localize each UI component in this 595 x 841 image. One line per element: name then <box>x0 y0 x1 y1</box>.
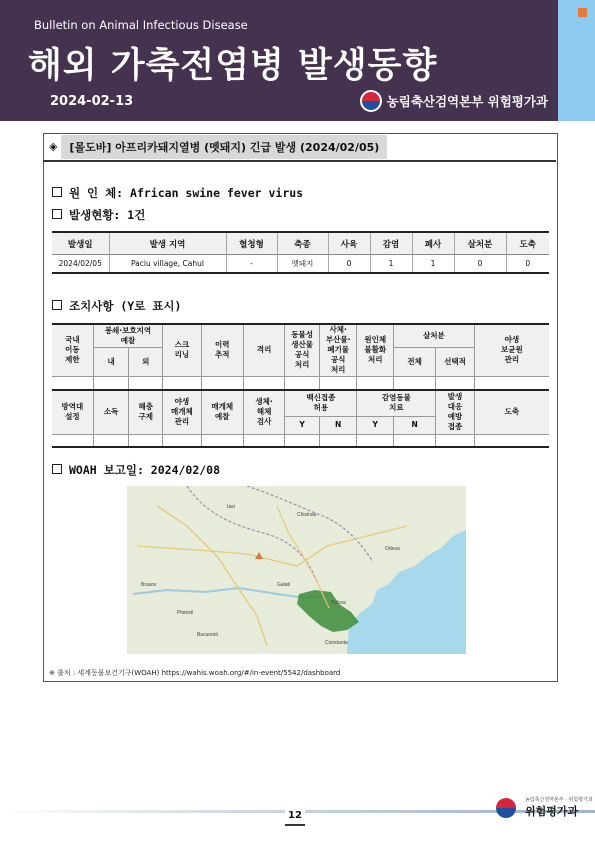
page-number: 12 <box>285 810 305 826</box>
outbreak-table <box>52 231 549 274</box>
header-cell: 축종 <box>277 232 328 255</box>
map-label: Brasov <box>141 582 157 588</box>
table-cell: 봉쇄·보호지역 예찰 <box>93 324 162 347</box>
table-cell: 스크 리닝 <box>163 324 201 376</box>
section-title: [몰도바] 아프리카돼지열병 (멧돼지) 긴급 발생 (2024/02/05) <box>61 135 387 159</box>
map-label: Galati <box>277 582 291 588</box>
header-cell: 발생일 <box>52 232 109 255</box>
source-note: ※ 출처 : 세계동물보건기구(WOAH) https://wahis.woah.org/#/in-event/5542/dashboard <box>49 669 341 677</box>
map-image <box>127 486 466 654</box>
corner-square <box>578 8 587 17</box>
footer-org-small: 농림축산검역본부 · 위험평가과 <box>525 797 593 803</box>
table-cell: 격리 <box>243 324 284 376</box>
checkbox-icon <box>52 187 62 197</box>
org-name: 농림축산검역본부 위험평가과 <box>386 94 548 109</box>
header-cell: 혈청형 <box>226 232 277 255</box>
map-label: Tulcea <box>331 600 346 606</box>
header-cell: 도축 <box>506 232 549 255</box>
table-cell: 야생 보균원 관리 <box>474 324 549 376</box>
table-cell: 감염동물 치료 <box>357 390 436 416</box>
table-cell: 원인체 불활화 처리 <box>357 324 394 376</box>
map-label: Bucuresti <box>197 632 218 638</box>
map-label: Ploiesti <box>177 610 194 616</box>
checkbox-icon <box>52 300 62 310</box>
table-cell: 0 <box>328 255 370 274</box>
taeguk-icon <box>496 798 516 818</box>
table-cell: 1 <box>412 255 454 274</box>
bulletin-subtitle: Bulletin on Animal Infectious Disease <box>34 18 248 32</box>
table-cell: 2024/02/05 <box>52 255 109 274</box>
table-cell: 1 <box>370 255 412 274</box>
diamond-icon: ◈ <box>49 140 58 153</box>
table-row <box>52 324 549 347</box>
woah-line: WOAH 보고일: 2024/02/08 <box>52 462 220 478</box>
table-cell: 매개체 예찰 <box>201 390 243 434</box>
table-cell: 발생 대응 예방 접종 <box>436 390 474 434</box>
table-row <box>52 376 549 390</box>
map-label: Odesa <box>385 546 400 552</box>
map-label: Constanta <box>325 640 348 646</box>
header-cell: 발생 지역 <box>109 232 226 255</box>
table-cell: 이력 추적 <box>201 324 243 376</box>
outbreak-map <box>127 486 466 654</box>
table-cell: 0 <box>454 255 506 274</box>
measures-table <box>52 323 549 448</box>
header-cell: 살처분 <box>454 232 506 255</box>
footer-org: 위험평가과 <box>525 805 579 818</box>
table-cell: 방역대 설정 <box>52 390 93 434</box>
table-cell: - <box>226 255 277 274</box>
checkbox-icon <box>52 209 62 219</box>
table-cell: Paciu village, Cahul <box>109 255 226 274</box>
table-row <box>52 434 549 447</box>
table-cell: Y <box>285 416 320 434</box>
table-cell: 야생 매개체 관리 <box>163 390 201 434</box>
status-line: 발생현황: 1건 <box>52 207 145 223</box>
table-cell: 생체· 해체 검사 <box>243 390 284 434</box>
table-cell: 선택적 <box>436 347 474 376</box>
map-label: Iasi <box>227 504 235 510</box>
footer-logo <box>496 797 593 819</box>
table-cell: 국내 이동 제한 <box>52 324 93 376</box>
map-label: Chisinau <box>297 512 317 518</box>
table-cell: 0 <box>506 255 549 274</box>
table-cell: 멧돼지 <box>277 255 328 274</box>
table-row <box>52 390 549 416</box>
table-cell: 외 <box>129 347 163 376</box>
table-cell: 소독 <box>93 390 129 434</box>
header-banner <box>0 0 558 121</box>
measures-line: 조치사항 (Y로 표시) <box>52 298 181 314</box>
table-cell: Y <box>357 416 394 434</box>
org-logo <box>360 90 548 112</box>
table-cell: 백신접종 허용 <box>285 390 357 416</box>
checkbox-icon <box>52 464 62 474</box>
pathogen-line: 원 인 체: African swine fever virus <box>52 185 303 201</box>
table-cell: 동물성 생산물 공식 처리 <box>285 324 320 376</box>
table-header-row <box>52 232 549 255</box>
table-cell: 내 <box>93 347 129 376</box>
header-cell: 감염 <box>370 232 412 255</box>
table-cell: 전체 <box>394 347 436 376</box>
header-cell: 폐사 <box>412 232 454 255</box>
table-cell: 도축 <box>474 390 549 434</box>
table-cell: 사체· 부산물· 폐기물 공식 처리 <box>319 324 357 376</box>
taeguk-icon <box>360 90 382 112</box>
table-cell: 해충 구제 <box>129 390 163 434</box>
table-cell: N <box>319 416 357 434</box>
page-title: 해외 가축전염병 발생동향 <box>28 46 438 86</box>
table-cell: 살처분 <box>394 324 475 347</box>
table-row <box>52 255 549 274</box>
section-header <box>43 133 556 162</box>
issue-date: 2024-02-13 <box>50 94 134 109</box>
header-cell: 사육 <box>328 232 370 255</box>
table-cell: N <box>394 416 436 434</box>
corner-accent <box>558 0 595 121</box>
